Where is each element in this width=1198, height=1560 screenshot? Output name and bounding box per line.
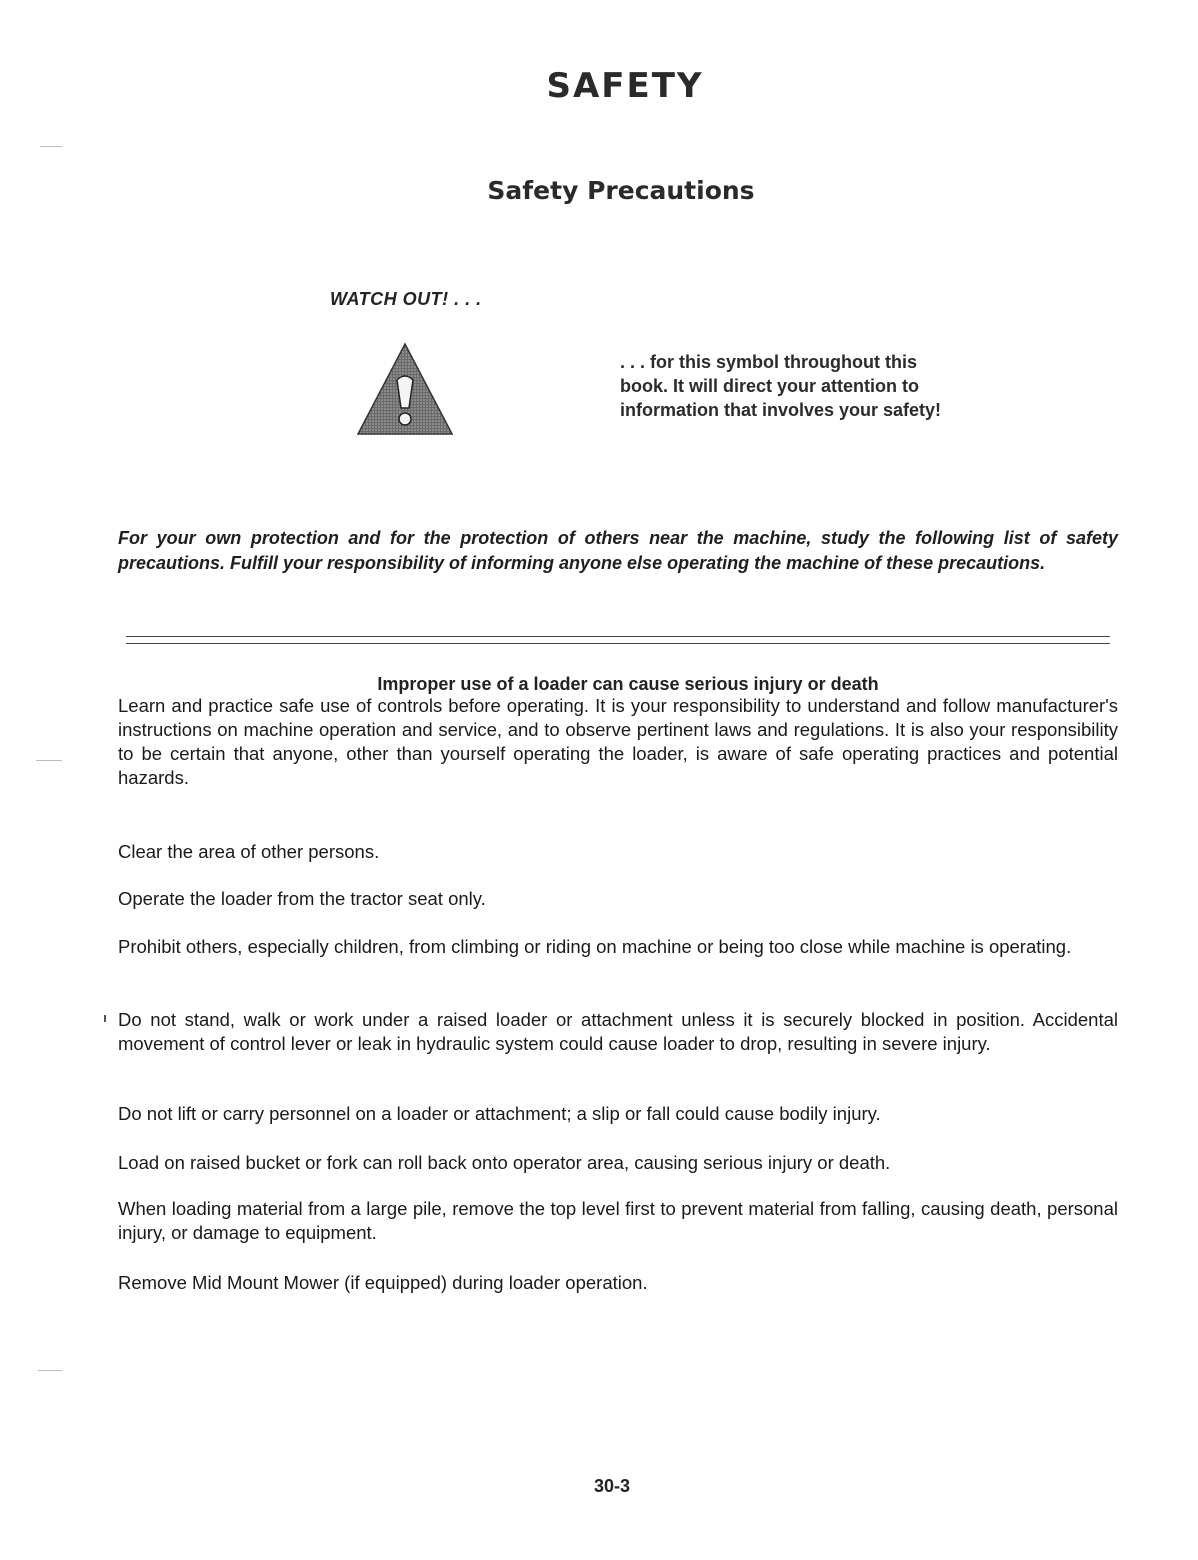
warning-triangle-icon — [357, 342, 453, 438]
precaution-paragraph: Prohibit others, especially children, from climbing or riding on machine or being too close while machine is operating. — [118, 936, 1072, 957]
precaution-paragraph: Remove Mid Mount Mower (if equipped) during loader operation. — [118, 1272, 648, 1293]
precaution-paragraph: Operate the loader from the tractor seat only. — [118, 888, 486, 909]
scan-mark — [40, 146, 62, 147]
divider — [126, 636, 1110, 637]
page-title: SAFETY — [546, 66, 704, 106]
divider — [126, 643, 1110, 644]
scan-mark — [38, 1370, 62, 1371]
section-title: Safety Precautions — [487, 176, 755, 205]
intro-paragraph: For your own protection and for the protection of others near the machine, study the following list of safety precautions. Fulfill your responsibility of informing anyone else operating the machine of these precautions. — [118, 528, 1118, 573]
scan-mark — [36, 760, 62, 761]
scan-mark — [104, 1015, 106, 1022]
precaution-paragraph: Do not stand, walk or work under a raised loader or attachment unless it is securely blocked in position. Accidental movement of control lever or leak in hydraulic system could cause loader to drop, resulting in severe injury. — [118, 1009, 1118, 1054]
precaution-paragraph: Load on raised bucket or fork can roll back onto operator area, causing serious injury or death. — [118, 1152, 891, 1173]
precaution-paragraph: Learn and practice safe use of controls before operating. It is your responsibility to understand and follow manufacturer's instructions on machine operation and service, and to observe pertinent laws and regulations. It is also your responsibility to be certain that anyone, other than yourself operating the loader, is aware of safe operating practices and potential hazards. — [118, 695, 1118, 788]
precaution-paragraph: Do not lift or carry personnel on a loader or attachment; a slip or fall could cause bodily injury. — [118, 1103, 881, 1124]
precaution-paragraph: Clear the area of other persons. — [118, 841, 380, 862]
warning-heading: Improper use of a loader can cause serious injury or death — [377, 674, 879, 694]
page-number: 30-3 — [593, 1476, 631, 1496]
precaution-paragraph: When loading material from a large pile, remove the top level first to prevent material from falling, causing death, personal injury, or damage to equipment. — [118, 1198, 1118, 1243]
watch-out-label: WATCH OUT! . . . — [330, 289, 482, 309]
symbol-note: . . . for this symbol throughout this book. It will direct your attention to information that involves your safety! — [620, 352, 942, 420]
